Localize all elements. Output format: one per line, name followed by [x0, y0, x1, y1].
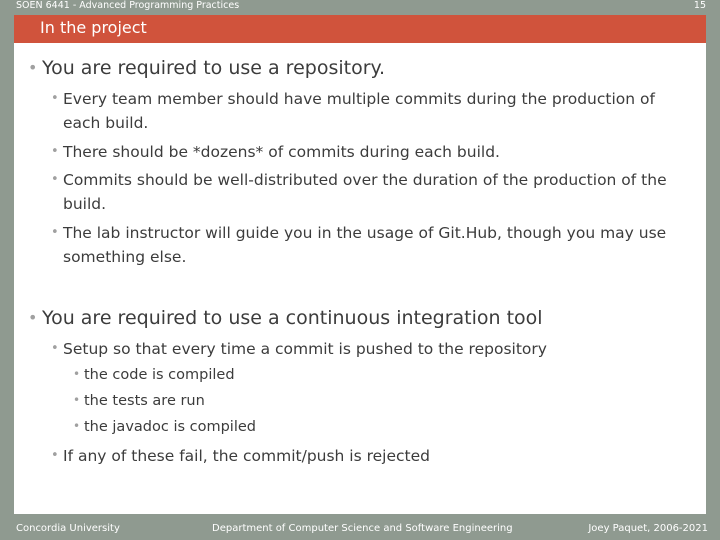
course-title: SOEN 6441 - Advanced Programming Practices [16, 0, 240, 11]
bullet-text: The lab instructor will guide you in the usage of Git.Hub, though you may use something else. [63, 224, 667, 266]
sub-bullet-github [51, 221, 693, 269]
bullet-dot-icon: • [73, 367, 81, 381]
slide-title: In the project [40, 18, 147, 37]
bullet-dot-icon: • [28, 308, 38, 327]
top-bar [0, 0, 720, 14]
sub-bullet-dozens-commits [51, 140, 693, 164]
footer-university: Concordia University [16, 523, 120, 534]
bullet-dot-icon: • [28, 58, 38, 77]
page-number: 15 [693, 0, 706, 11]
footer-author: Joey Paquet, 2006-2021 [588, 523, 708, 534]
bullet-dot-icon: • [51, 225, 59, 240]
bullet-text: If any of these fail, the commit/push is rejected [63, 447, 430, 465]
bullet-text: the code is compiled [84, 367, 235, 383]
sub-sub-bullet-compiled [73, 367, 684, 383]
sub-sub-bullet-javadoc [73, 419, 684, 435]
slide-content [14, 43, 706, 514]
bullet-text: Setup so that every time a commit is pushed to the repository [63, 340, 547, 358]
title-bar [14, 15, 706, 43]
bullet-text: the javadoc is compiled [84, 419, 256, 435]
bullet-text: Every team member should have multiple commits during the production of each build. [63, 90, 655, 132]
bullet-dot-icon: • [51, 172, 59, 187]
footer [0, 522, 720, 540]
bullet-dot-icon: • [73, 419, 81, 433]
bullet-text: You are required to use a repository. [42, 57, 386, 79]
footer-department: Department of Computer Science and Software Engineering [212, 523, 513, 534]
sub-sub-bullet-tests [73, 393, 684, 409]
bullet-text: There should be *dozens* of commits during each build. [63, 143, 500, 161]
sub-bullet-commits-per-member [51, 87, 693, 135]
bullet-continuous-integration [28, 307, 682, 329]
bullet-dot-icon: • [51, 144, 59, 159]
sub-bullet-setup [51, 337, 693, 361]
bullet-dot-icon: • [51, 448, 59, 463]
bullet-text: Commits should be well-distributed over the duration of the production of the build. [63, 171, 667, 213]
bullet-repository [28, 57, 682, 79]
bullet-text: the tests are run [84, 393, 205, 409]
bullet-dot-icon: • [51, 341, 59, 356]
bullet-dot-icon: • [73, 393, 81, 407]
bullet-text: You are required to use a continuous integration tool [42, 307, 543, 329]
sub-bullet-reject [51, 444, 693, 468]
bullet-dot-icon: • [51, 91, 59, 106]
sub-bullet-well-distributed [51, 168, 693, 216]
